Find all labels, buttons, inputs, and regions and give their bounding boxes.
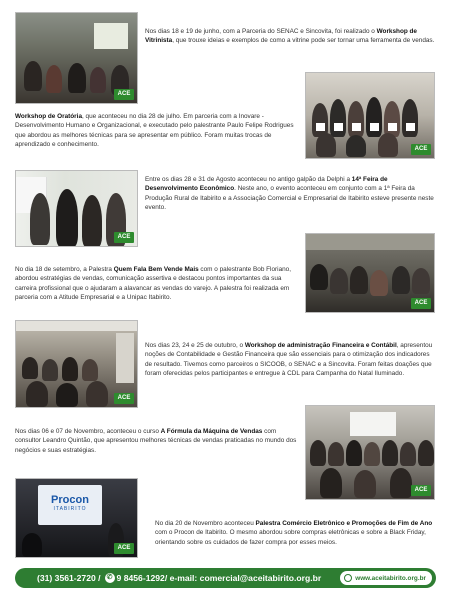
ace-logo: ACE — [114, 393, 134, 404]
photo-workshop-vitrinista — [15, 12, 138, 104]
section-maquina-vendas-text: Nos dias 06 e 07 de Novembro, aconteceu o curso A Fórmula da Máquina de Vendas com consultor Leandro Quintão, que apresentou melhores técnicas de vendas praticadas no mundo dos negócios e suas estratégias. — [15, 428, 297, 454]
photo-procon-palestra — [15, 478, 138, 558]
photo-workshop-financeira — [15, 320, 138, 408]
section-financeira-text: Nos dias 23, 24 e 25 de outubro, o Workshop de administração Financeira e Contábil, apresentou noções de Contabilidade e Gestão Financeira que são essenciais para o otimização dos indicadores de resultado. Tivemos como parceiros o SICOOB, o SENAC e a Sincovita. Foram feitas doações que foram oferecidas pelos participantes e entregue à CDL para Campanha do Natal Iluminado. — [145, 342, 433, 377]
section-vitrinista-text: Nos dias 18 e 19 de junho, com a Parceria do SENAC e Sincovita, foi realizado o Workshop de Vitrinista, que trouxe ideias e exemplos de como a vitrine pode ser tornar uma ferramenta de vendas. — [145, 28, 435, 45]
footer-website[interactable] — [340, 571, 432, 585]
footer-contact-bar — [15, 568, 436, 588]
ace-logo: ACE — [114, 89, 134, 100]
whatsapp-icon: ✆ — [105, 573, 115, 583]
photo-palestra-vendas — [305, 233, 435, 313]
section-oratoria-text: Workshop de Oratória, que aconteceu no dia 28 de julho. Em parceria com a Inovare - Desenvolvimento Humano e Organizacional, e executado pelo palestrante Paulo Felipe Rodrigues que abordou as melhores técnicas para se apresentar em público. Foram muitas trocas de aprendizado e conhecimento. — [15, 113, 294, 148]
ace-logo: ACE — [411, 485, 431, 496]
footer-whatsapp: 9 8456-1292 — [116, 573, 165, 583]
section-procon-text: No dia 20 de Novembro aconteceu Palestra Comércio Eletrônico e Promoções de Fim de Ano com o Procon de Itabirito. O mesmo abordou sobre compras eletrônicas e sobre a Black Friday, orientando sobre os cuidados de fazer compra por esses meios. — [155, 520, 433, 546]
procon-screen-subtitle: ITABIRITO — [53, 506, 87, 512]
procon-screen-title: Procon — [51, 494, 89, 506]
footer-email: / e-mail: comercial@aceitabirito.org.br — [164, 573, 322, 583]
section-feira-text: Entre os dias 28 e 31 de Agosto aconteceu no antigo galpão da Delphi a 14ª Feira de Desenvolvimento Econômico. Neste ano, o evento aconteceu em conjunto com a 1ª Feira da Produção Rural de Itabirito e a Associação Comercial e Empresarial de Itabirito esteve presente neste evento. — [145, 176, 434, 211]
footer-phone: (31) 3561-2720 / — [37, 573, 101, 583]
ace-logo: ACE — [411, 298, 431, 309]
photo-feira-desenvolvimento — [15, 170, 138, 247]
globe-icon — [344, 574, 352, 582]
footer-website-label: www.aceitabirito.org.br — [355, 574, 426, 582]
procon-screen — [38, 485, 102, 525]
ace-logo: ACE — [114, 543, 134, 554]
ace-logo: ACE — [411, 144, 431, 155]
photo-maquina-vendas — [305, 405, 435, 500]
photo-workshop-oratoria — [305, 72, 435, 159]
ace-logo: ACE — [114, 232, 134, 243]
section-palestra-vendas-text: No dia 18 de setembro, a Palestra Quem Fala Bem Vende Mais com o palestrante Bob Floriano, abordou estratégias de vendas, comunicação assertiva e destacou pontos importantes da sua carreira profissional que o ajudaram a alavancar as vendas do varejo. A palestra foi realizada em parceria com a Atitude Empresarial e a Unipac Itabirito. — [15, 266, 292, 301]
